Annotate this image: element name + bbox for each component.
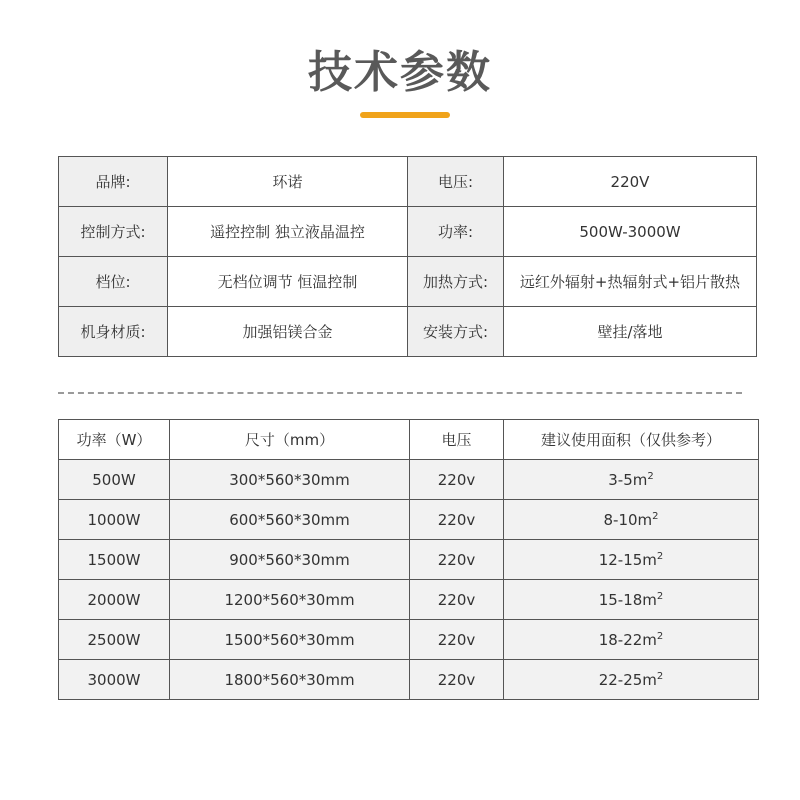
cell-size: 600*560*30mm	[170, 500, 410, 540]
spec-row-material	[59, 307, 757, 357]
area-unit-exponent: 2	[656, 670, 664, 682]
spec-value-material: 加强铝镁合金	[168, 307, 408, 357]
page-title: 技术参数	[308, 47, 492, 98]
cell-voltage: 220v	[410, 580, 504, 620]
spec-label-voltage: 电压:	[408, 157, 504, 207]
spec-label-control: 控制方式:	[59, 207, 168, 257]
spec-label-brand: 品牌:	[59, 157, 168, 207]
spec-value-install: 壁挂/落地	[504, 307, 757, 357]
header-size: 尺寸（mm）	[170, 420, 410, 460]
area-unit-exponent: 2	[656, 550, 664, 562]
spec-value-power: 500W-3000W	[504, 207, 757, 257]
area-value: 12-15m	[598, 550, 657, 569]
table-row	[59, 500, 759, 540]
cell-voltage: 220v	[410, 540, 504, 580]
spec-row-brand	[59, 157, 757, 207]
dashed-divider	[58, 392, 742, 394]
spec-row-control	[59, 207, 757, 257]
cell-area	[504, 500, 759, 540]
spec-label-gear: 档位:	[59, 257, 168, 307]
cell-power: 1500W	[59, 540, 170, 580]
area-value: 8-10m	[603, 510, 653, 529]
cell-power: 2500W	[59, 620, 170, 660]
table-row	[59, 580, 759, 620]
spec-label-install: 安装方式:	[408, 307, 504, 357]
cell-voltage: 220v	[410, 660, 504, 700]
header-area: 建议使用面积（仅供参考）	[504, 420, 759, 460]
area-unit-exponent: 2	[656, 590, 664, 602]
cell-area	[504, 460, 759, 500]
spec-label-power: 功率:	[408, 207, 504, 257]
spec-table	[58, 156, 757, 357]
table-row	[59, 620, 759, 660]
area-unit-exponent: 2	[656, 630, 664, 642]
header-voltage: 电压	[410, 420, 504, 460]
area-value: 22-25m	[598, 670, 657, 689]
cell-size: 1200*560*30mm	[170, 580, 410, 620]
cell-area	[504, 660, 759, 700]
area-unit-exponent: 2	[647, 470, 654, 482]
table-row	[59, 460, 759, 500]
cell-power: 1000W	[59, 500, 170, 540]
spec-value-brand: 环诺	[168, 157, 408, 207]
cell-size: 300*560*30mm	[170, 460, 410, 500]
area-value: 3-5m	[608, 470, 648, 489]
table-row	[59, 660, 759, 700]
cell-size: 900*560*30mm	[170, 540, 410, 580]
table-row	[59, 540, 759, 580]
spec-label-material: 机身材质:	[59, 307, 168, 357]
spec-value-control: 遥控控制 独立液晶温控	[168, 207, 408, 257]
spec-row-gear	[59, 257, 757, 307]
area-value: 15-18m	[598, 590, 657, 609]
cell-voltage: 220v	[410, 620, 504, 660]
spec-value-voltage: 220V	[504, 157, 757, 207]
header-power: 功率（W）	[59, 420, 170, 460]
cell-area	[504, 540, 759, 580]
cell-power: 3000W	[59, 660, 170, 700]
cell-power: 2000W	[59, 580, 170, 620]
cell-size: 1800*560*30mm	[170, 660, 410, 700]
cell-area	[504, 620, 759, 660]
spec-value-heating: 远红外辐射+热辐射式+铝片散热	[504, 257, 757, 307]
spec-label-heating: 加热方式:	[408, 257, 504, 307]
spec-value-gear: 无档位调节 恒温控制	[168, 257, 408, 307]
model-table	[58, 419, 759, 700]
cell-voltage: 220v	[410, 500, 504, 540]
cell-voltage: 220v	[410, 460, 504, 500]
area-value: 18-22m	[598, 630, 657, 649]
model-table-header	[59, 420, 759, 460]
area-unit-exponent: 2	[652, 510, 659, 522]
cell-power: 500W	[59, 460, 170, 500]
title-accent-bar	[360, 112, 450, 118]
cell-size: 1500*560*30mm	[170, 620, 410, 660]
cell-area	[504, 580, 759, 620]
